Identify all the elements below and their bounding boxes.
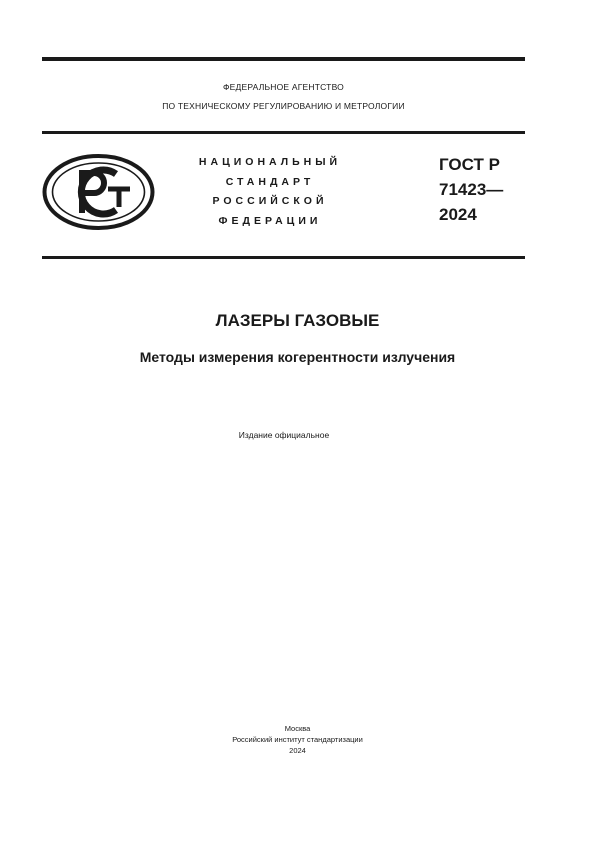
imprint-block xyxy=(0,723,595,756)
edition-note: Издание официальное xyxy=(238,430,330,440)
middle-rule xyxy=(42,131,525,134)
document-subtitle: Методы измерения когерентности излучения xyxy=(139,349,456,365)
designation-line: 2024 xyxy=(439,205,477,224)
national-standard-line: СТАНДАРТ xyxy=(225,175,315,188)
imprint-publisher: Российский институт стандартизации xyxy=(232,735,363,744)
rst-certification-mark-icon xyxy=(42,153,155,231)
national-standard-line: НАЦИОНАЛЬНЫЙ xyxy=(198,156,342,168)
agency-line-1: ФЕДЕРАЛЬНОЕ АГЕНТСТВО xyxy=(223,82,344,92)
national-standard-line: РОССИЙСКОЙ xyxy=(212,195,328,207)
designation-line: 71423— xyxy=(439,180,504,199)
agency-line-2: ПО ТЕХНИЧЕСКОМУ РЕГУЛИРОВАНИЮ И МЕТРОЛОГИИ xyxy=(162,101,405,111)
national-standard-block xyxy=(168,153,372,231)
national-standard-line: ФЕДЕРАЦИИ xyxy=(218,214,322,227)
standard-designation xyxy=(439,152,503,227)
designation-line: ГОСТ Р xyxy=(439,155,500,174)
top-rule xyxy=(42,57,525,61)
bottom-rule xyxy=(42,256,525,259)
imprint-city: Москва xyxy=(284,724,311,733)
document-title: ЛАЗЕРЫ ГАЗОВЫЕ xyxy=(215,311,380,330)
imprint-year: 2024 xyxy=(289,746,306,755)
